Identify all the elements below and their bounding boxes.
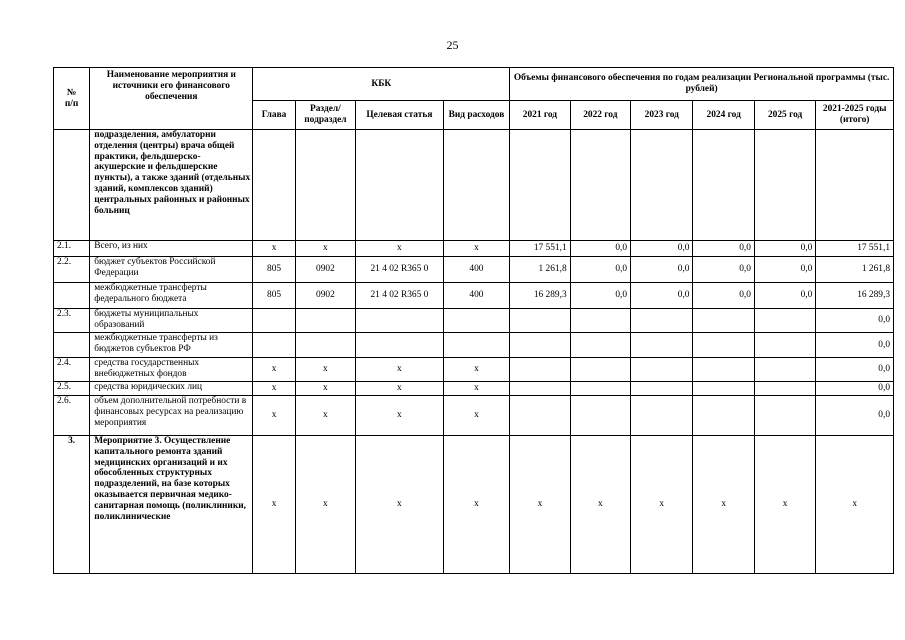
header-total: 2021-2025 годы (итого) bbox=[816, 101, 894, 130]
cell-statya: x bbox=[356, 358, 444, 382]
cell-razdel bbox=[295, 333, 355, 358]
cell-total: x bbox=[816, 436, 894, 574]
cell-v2021 bbox=[510, 358, 570, 382]
cell-vid bbox=[443, 130, 510, 241]
cell-glava: x bbox=[253, 241, 295, 257]
cell-v2021 bbox=[510, 396, 570, 436]
header-razdel: Раздел/ подраздел bbox=[295, 101, 355, 130]
cell-vid bbox=[443, 333, 510, 358]
cell-statya: x bbox=[356, 382, 444, 396]
header-2024: 2024 год bbox=[693, 101, 754, 130]
cell-v2025 bbox=[754, 333, 815, 358]
cell-glava: x bbox=[253, 382, 295, 396]
table-row bbox=[54, 283, 894, 309]
cell-name: Всего, из них bbox=[90, 241, 253, 257]
cell-v2022 bbox=[570, 309, 630, 333]
header-kbk: КБК bbox=[253, 68, 510, 101]
cell-v2022: 0,0 bbox=[570, 283, 630, 309]
cell-v2021: x bbox=[510, 436, 570, 574]
cell-total: 0,0 bbox=[816, 358, 894, 382]
cell-v2024 bbox=[693, 358, 754, 382]
cell-name: средства государственных внебюджетных фондов bbox=[90, 358, 253, 382]
table-row bbox=[54, 241, 894, 257]
cell-glava: x bbox=[253, 436, 295, 574]
cell-statya: x bbox=[356, 436, 444, 574]
table-row bbox=[54, 396, 894, 436]
header-2022: 2022 год bbox=[570, 101, 630, 130]
cell-num: 2.2. bbox=[54, 257, 90, 283]
cell-statya bbox=[356, 309, 444, 333]
cell-statya: 21 4 02 R365 0 bbox=[356, 283, 444, 309]
cell-glava bbox=[253, 309, 295, 333]
cell-name: объем дополнительной потребности в финансовых ресурсах на реализацию мероприятия bbox=[90, 396, 253, 436]
cell-name: средства юридических лиц bbox=[90, 382, 253, 396]
cell-vid bbox=[443, 309, 510, 333]
cell-v2021 bbox=[510, 382, 570, 396]
cell-v2025: x bbox=[754, 436, 815, 574]
cell-num: 2.6. bbox=[54, 396, 90, 436]
header-volumes: Объемы финансового обеспечения по годам реализации Региональной программы (тыс. рублей) bbox=[510, 68, 894, 101]
table-row bbox=[54, 358, 894, 382]
cell-v2025 bbox=[754, 396, 815, 436]
cell-v2021: 1 261,8 bbox=[510, 257, 570, 283]
cell-total bbox=[816, 130, 894, 241]
cell-v2025: 0,0 bbox=[754, 283, 815, 309]
cell-vid: 400 bbox=[443, 257, 510, 283]
cell-total: 16 289,3 bbox=[816, 283, 894, 309]
cell-v2023 bbox=[631, 382, 693, 396]
cell-total: 0,0 bbox=[816, 382, 894, 396]
cell-v2022 bbox=[570, 382, 630, 396]
header-2023: 2023 год bbox=[631, 101, 693, 130]
table-row bbox=[54, 257, 894, 283]
cell-statya: x bbox=[356, 396, 444, 436]
cell-glava: x bbox=[253, 396, 295, 436]
cell-statya bbox=[356, 130, 444, 241]
cell-razdel: x bbox=[295, 382, 355, 396]
cell-v2021: 17 551,1 bbox=[510, 241, 570, 257]
cell-glava: 805 bbox=[253, 283, 295, 309]
cell-vid: 400 bbox=[443, 283, 510, 309]
cell-v2021 bbox=[510, 130, 570, 241]
cell-name: бюджет субъектов Российской Федерации bbox=[90, 257, 253, 283]
header-2021: 2021 год bbox=[510, 101, 570, 130]
cell-razdel: 0902 bbox=[295, 257, 355, 283]
cell-statya: x bbox=[356, 241, 444, 257]
cell-v2024 bbox=[693, 382, 754, 396]
cell-v2023: x bbox=[631, 436, 693, 574]
cell-razdel: x bbox=[295, 358, 355, 382]
cell-num: 2.5. bbox=[54, 382, 90, 396]
cell-name: бюджеты муниципальных образований bbox=[90, 309, 253, 333]
cell-v2024: 0,0 bbox=[693, 283, 754, 309]
cell-v2025: 0,0 bbox=[754, 257, 815, 283]
cell-num bbox=[54, 130, 90, 241]
cell-v2024: 0,0 bbox=[693, 241, 754, 257]
table-row bbox=[54, 333, 894, 358]
header-statya: Целевая статья bbox=[356, 101, 444, 130]
header-glava: Глава bbox=[253, 101, 295, 130]
header-2025: 2025 год bbox=[754, 101, 815, 130]
cell-total: 0,0 bbox=[816, 333, 894, 358]
cell-name: межбюджетные трансферты федерального бюджета bbox=[90, 283, 253, 309]
cell-vid: x bbox=[443, 382, 510, 396]
cell-v2022: x bbox=[570, 436, 630, 574]
cell-vid: x bbox=[443, 358, 510, 382]
cell-razdel bbox=[295, 130, 355, 241]
cell-razdel: x bbox=[295, 241, 355, 257]
header-vid: Вид расходов bbox=[443, 101, 510, 130]
table-row bbox=[54, 436, 894, 574]
cell-v2024: x bbox=[693, 436, 754, 574]
cell-v2022 bbox=[570, 358, 630, 382]
cell-razdel bbox=[295, 309, 355, 333]
cell-num: 3. bbox=[54, 436, 90, 574]
cell-v2023 bbox=[631, 130, 693, 241]
cell-name: Мероприятие 3. Осуществление капитального ремонта зданий медицинских организаций и их обособленных структурных подразделений, на базе которых оказывается первичная медико-санитарная помощь (поликлиники, поликлинические bbox=[90, 436, 253, 574]
cell-v2025: 0,0 bbox=[754, 241, 815, 257]
cell-v2023 bbox=[631, 333, 693, 358]
cell-v2021 bbox=[510, 309, 570, 333]
cell-razdel: x bbox=[295, 436, 355, 574]
cell-num: 2.1. bbox=[54, 241, 90, 257]
cell-v2022 bbox=[570, 396, 630, 436]
cell-name: межбюджетные трансферты из бюджетов субъектов РФ bbox=[90, 333, 253, 358]
page-number: 25 bbox=[446, 38, 459, 52]
cell-total: 1 261,8 bbox=[816, 257, 894, 283]
header-num: № п/п bbox=[54, 68, 90, 130]
cell-razdel: 0902 bbox=[295, 283, 355, 309]
cell-v2022 bbox=[570, 130, 630, 241]
cell-total: 0,0 bbox=[816, 309, 894, 333]
cell-v2023 bbox=[631, 358, 693, 382]
cell-v2024 bbox=[693, 333, 754, 358]
cell-vid: x bbox=[443, 436, 510, 574]
cell-vid: x bbox=[443, 241, 510, 257]
cell-glava bbox=[253, 130, 295, 241]
cell-v2023: 0,0 bbox=[631, 283, 693, 309]
financing-table bbox=[53, 67, 894, 574]
cell-v2023 bbox=[631, 396, 693, 436]
cell-num: 2.3. bbox=[54, 309, 90, 333]
cell-v2025 bbox=[754, 309, 815, 333]
cell-statya: 21 4 02 R365 0 bbox=[356, 257, 444, 283]
cell-glava bbox=[253, 333, 295, 358]
cell-v2024: 0,0 bbox=[693, 257, 754, 283]
cell-v2025 bbox=[754, 358, 815, 382]
cell-v2024 bbox=[693, 396, 754, 436]
cell-v2022: 0,0 bbox=[570, 257, 630, 283]
cell-v2025 bbox=[754, 382, 815, 396]
cell-v2023 bbox=[631, 309, 693, 333]
cell-v2021: 16 289,3 bbox=[510, 283, 570, 309]
cell-num: 2.4. bbox=[54, 358, 90, 382]
cell-num bbox=[54, 333, 90, 358]
cell-total: 17 551,1 bbox=[816, 241, 894, 257]
cell-statya bbox=[356, 333, 444, 358]
cell-num bbox=[54, 283, 90, 309]
cell-vid: x bbox=[443, 396, 510, 436]
header-name: Наименование мероприятия и источники его финансового обеспечения bbox=[90, 68, 253, 130]
cell-v2022: 0,0 bbox=[570, 241, 630, 257]
table-row bbox=[54, 382, 894, 396]
cell-glava: 805 bbox=[253, 257, 295, 283]
cell-v2023: 0,0 bbox=[631, 241, 693, 257]
table-row bbox=[54, 309, 894, 333]
cell-v2025 bbox=[754, 130, 815, 241]
cell-v2021 bbox=[510, 333, 570, 358]
cell-v2024 bbox=[693, 130, 754, 241]
table-row bbox=[54, 130, 894, 241]
cell-total: 0,0 bbox=[816, 396, 894, 436]
cell-name: подразделения, амбулаторни отделения (центры) врача общей практики, фельдшерско-акушерские и фельдшерские пункты), а также зданий (отдельных зданий, комплексов зданий) центральных районных и районных больниц bbox=[90, 130, 253, 241]
cell-v2024 bbox=[693, 309, 754, 333]
cell-v2023: 0,0 bbox=[631, 257, 693, 283]
cell-glava: x bbox=[253, 358, 295, 382]
cell-v2022 bbox=[570, 333, 630, 358]
cell-razdel: x bbox=[295, 396, 355, 436]
